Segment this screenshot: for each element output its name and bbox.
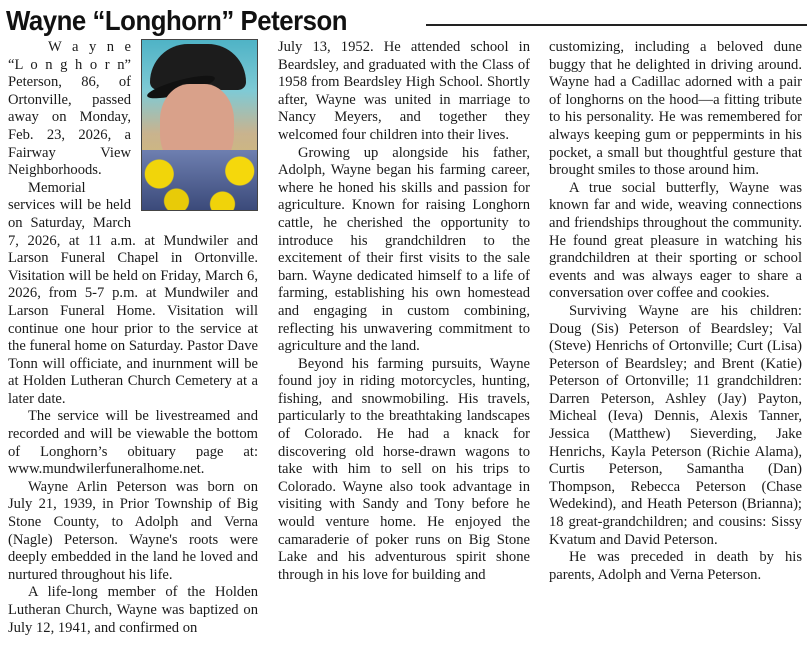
intro-line-2: “L o n g h o r n” xyxy=(8,56,131,73)
paragraph-hobbies: Beyond his farming pursuits, Wayne found joy in riding motorcycles, hunting, fishing, and snowmobiling. His travels, particularly to the breathtaking landscapes of Colorado. He had a knack for discovering old horse-drawn wagons to take with him to sell on his trips to Colorado. Wayne also took advantage in visiting with Sandy and Tony before he would venture home. He enjoyed the camaraderie of poker runs on Big Stone Lake and his adventurous spirit shone through in his love for building and xyxy=(278,355,530,583)
column-2 xyxy=(278,39,530,584)
paragraph-livestream: The service will be livestreamed and recorded and will be viewable the bottom of Longhorn’s obituary page at: www.mundwilerfuneralhome.net. xyxy=(8,408,258,478)
paragraph-hobbies-continued: customizing, including a beloved dune buggy that he delighted in driving around. Wayne had a Cadillac adorned with a pair of longhorns on the hood—a fitting tribute to his personality. He was remembered for always keeping gum or peppermints in his pocket, a small but thoughtful gesture that brought smiles to those around him. xyxy=(549,39,802,179)
paragraph-church: A life-long member of the Holden Lutheran Church, Wayne was baptized on July 12, 1941, and confirmed on xyxy=(8,584,258,636)
paragraph-farming: Growing up alongside his father, Adolph, Wayne began his farming career, where he honed his skills and passion for agriculture. Known for raising Longhorn cattle, he cherished the opportunity to introduce his grandchildren to the excitement of their first visits to the sale barn. Wayne dedicated himself to a life of farming, establishing his own homestead and engaging in custom combining, reflecting his unwavering commitment to agriculture and the land. xyxy=(278,144,530,355)
headline-row xyxy=(6,2,806,36)
paragraph-preceded: He was preceded in death by his parents, Adolph and Verna Peterson. xyxy=(549,549,802,583)
portrait-photo xyxy=(141,39,258,211)
column-3 xyxy=(549,39,802,584)
paragraph-services: Memorial services will be held on Saturday, March 7, 2026, at 11 a.m. at Mundwiler and Larson Funeral Chapel in Ortonville. Visitation will be held on Friday, March 6, 2026, from 5-7 p.m. at Mundwiler and Larson Funeral Home. Visitation will continue one hour prior to the service at the funeral home on Saturday. Pastor Dave Tonn will officiate, and inurnment will be at Holden Lutheran Church Cemetery at a later date. xyxy=(8,179,258,407)
column-1 xyxy=(8,39,258,637)
paragraph-school-continued: July 13, 1952. He attended school in Beardsley, and graduated with the Class of 1958 from Beardsley High School. Shortly after, Wayne was united in marriage to Nancy Meyers, and together they welcomed four children into their lives. xyxy=(278,39,530,143)
intro-text: Peterson, 86, of Ortonville, passed away on Monday, Feb. 23, 2026, a Fairway View Neighborhoods. xyxy=(8,74,131,179)
paragraph-birth: Wayne Arlin Peterson was born on July 21, 1939, in Prior Township of Big Stone County, to Adolph and Verna (Nagle) Peterson. Wayne's roots were deeply embedded in the land he loved and nurtured throughout his life. xyxy=(8,478,258,583)
paragraph-social: A true social butterfly, Wayne was known far and wide, weaving connections and friendships throughout the community. He found great pleasure in watching his grandchildren at their sporting or school events and was always eager to share a conversation over coffee and cookies. xyxy=(549,179,802,302)
flower-lei-graphic xyxy=(142,150,257,210)
intro-line-1: W a y n e xyxy=(48,39,131,55)
paragraph-survivors: Surviving Wayne are his children: Doug (Sis) Peterson of Beardsley; Val (Steve) Henrichs of Ortonville; Curt (Lisa) Peterson of Beardsley; and Brent (Katie) Peterson of Ortonville; 11 grandchildren: Darren Peterson, Ashley (Jay) Payton, Micheal (Ieva) Dennis, Alexis Tanner, Jessica (Matthew) Sieverding, Jake Henrichs, Kayla Peterson (Richie Alama), Curtis Peterson, Samantha (Dan) Thompson, Rebecca Peterson (Chase Wedekind), and Heath Peterson (Brianna); 18 great-grandchildren; and cousins: Sissy Kvatum and David Peterson. xyxy=(549,302,802,548)
headline-rule xyxy=(426,24,807,26)
obituary-headline: Wayne “Longhorn” Peterson xyxy=(6,5,348,36)
